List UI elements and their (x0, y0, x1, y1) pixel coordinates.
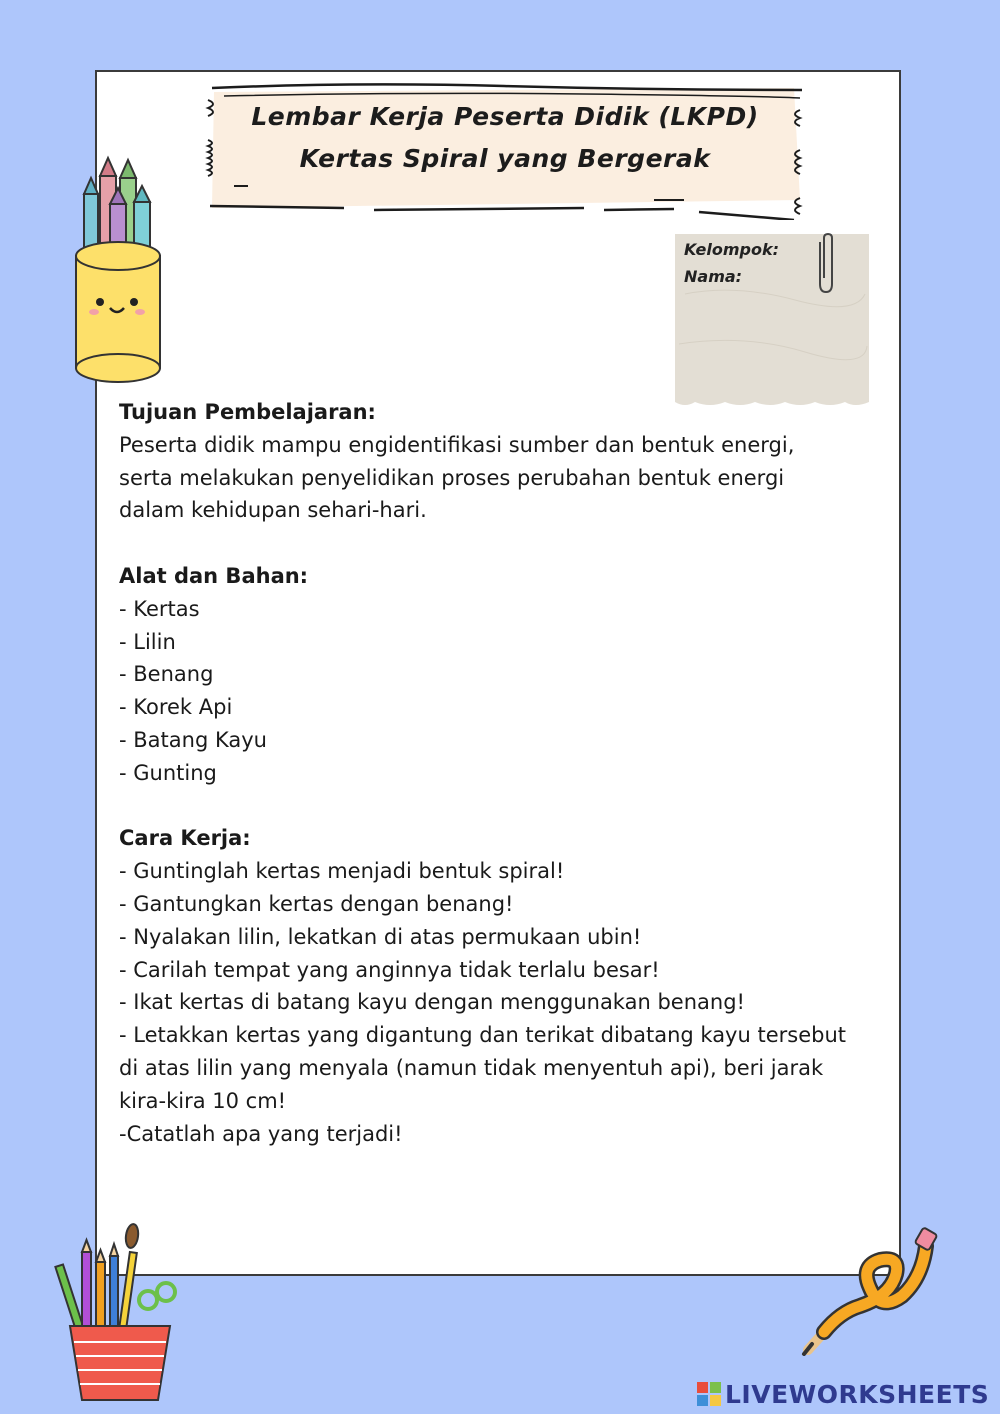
crayon-cup-illustration (72, 152, 164, 388)
cara-step: - Ikat kertas di batang kayu dengan menggunakan benang! (119, 990, 745, 1015)
alat-item: - Kertas (119, 596, 200, 621)
alat-heading: Alat dan Bahan: (119, 563, 309, 588)
paperclip-icon (814, 232, 836, 294)
tujuan-heading: Tujuan Pembelajaran: (119, 400, 376, 424)
kelompok-label: Kelompok: (684, 240, 780, 259)
cara-step: - Gantungkan kertas dengan benang! (119, 891, 514, 916)
title-banner (204, 80, 806, 220)
cara-step: - Nyalakan lilin, lekatkan di atas permukaan ubin! (119, 924, 642, 949)
nama-label: Nama: (684, 267, 743, 286)
worksheet-subtitle: Kertas Spiral yang Bergerak (299, 144, 711, 173)
cara-step: - Guntinglah kertas menjadi bentuk spiral! (119, 859, 565, 884)
tujuan-line: Peserta didik mampu engidentifikasi sumber dan bentuk energi, (119, 432, 795, 457)
tujuan-line: serta melakukan penyelidikan proses perubahan bentuk energi (119, 465, 785, 490)
cara-step: - Letakkan kertas yang digantung dan terikat dibatang kayu tersebut (119, 1023, 846, 1048)
alat-item: - Korek Api (119, 695, 233, 720)
worksheet-content (119, 396, 879, 1150)
knotted-pencil-illustration (800, 1226, 940, 1356)
cara-step: kira-kira 10 cm! (119, 1088, 287, 1113)
liveworksheets-logo-icon (697, 1382, 721, 1406)
cara-step: di atas lilin yang menyala (namun tidak menyentuh api), beri jarak (119, 1055, 824, 1080)
name-note-paper (675, 234, 869, 408)
liveworksheets-logo[interactable] (697, 1378, 989, 1410)
cara-step: - Carilah tempat yang anginnya tidak terlalu besar! (119, 957, 660, 982)
alat-item: - Benang (119, 662, 214, 687)
alat-item: - Lilin (119, 629, 176, 654)
cara-step: -Catatlah apa yang terjadi! (119, 1121, 403, 1146)
alat-item: - Batang Kayu (119, 727, 267, 752)
liveworksheets-brand-text: LIVEWORKSHEETS (725, 1379, 990, 1409)
alat-item: - Gunting (119, 760, 217, 785)
cara-heading: Cara Kerja: (119, 826, 251, 851)
pencil-cup-illustration (52, 1222, 186, 1404)
worksheet-title: Lembar Kerja Peserta Didik (LKPD) (251, 102, 759, 131)
tujuan-line: dalam kehidupan sehari-hari. (119, 498, 427, 523)
